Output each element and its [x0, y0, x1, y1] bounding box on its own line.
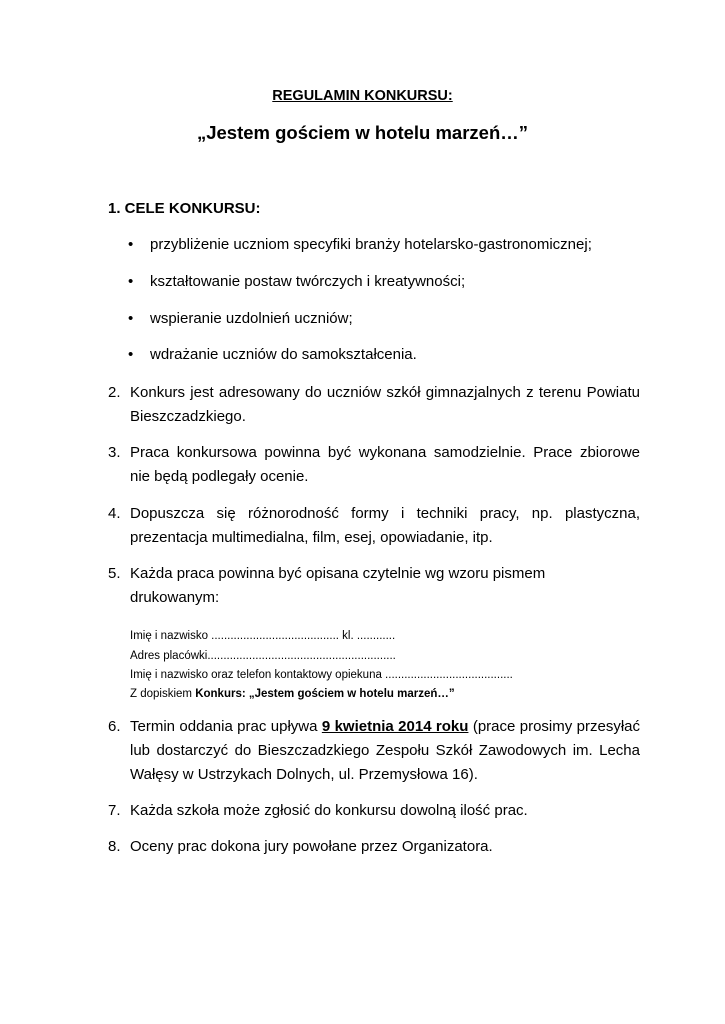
deadline-text-after: (prace prosimy przesyłać lub dostarczyć do Bieszczadzkiego Zespołu Szkół Zawodowych im. Lecha Wałęsy w Ustrzykach Dolnych, ul. Przemysłowa 16). — [130, 718, 640, 783]
deadline-date: 9 kwietnia 2014 roku — [321, 718, 469, 735]
rule-number: 8. — [108, 838, 121, 855]
rule-item — [108, 835, 640, 859]
form-tutor-line: Imię i nazwisko oraz telefon kontaktowy opiekuna ........................................ — [130, 669, 513, 681]
bullet-icon: • — [128, 236, 134, 253]
document-title: REGULAMIN KONKURSU: — [272, 88, 453, 104]
rule-item — [108, 441, 640, 489]
rule-item-deadline — [108, 715, 640, 787]
rule-text: Oceny prac dokona jury powołane przez Organizatora. — [130, 838, 493, 855]
rule-item — [108, 381, 640, 429]
rule-text: Każda szkoła może zgłosić do konkursu dowolną ilość prac. — [130, 802, 528, 819]
form-annotation-line — [130, 686, 455, 702]
rule-text: Każda praca powinna być opisana czytelnie wg wzoru pismem drukowanym: — [130, 565, 546, 606]
rule-text: Praca konkursowa powinna być wykonana samodzielnie. Prace zbiorowe nie będą podlegały ocenie. — [130, 444, 640, 485]
goal-text: wdrażanie uczniów do samokształcenia. — [150, 346, 417, 363]
rule-item — [108, 799, 640, 823]
section-heading-goals: 1. CELE KONKURSU: — [108, 200, 261, 217]
bullet-icon: • — [128, 273, 134, 290]
goal-text: kształtowanie postaw twórczych i kreatywności; — [150, 273, 466, 290]
rule-item — [108, 562, 640, 610]
goal-text: wspieranie uzdolnień uczniów; — [150, 310, 353, 327]
rule-number: 2. — [108, 384, 121, 401]
goal-text: przybliżenie uczniom specyfiki branży hotelarsko-gastronomicznej; — [150, 236, 592, 253]
form-annotation-bold: Konkurs: „Jestem gościem w hotelu marzeń…” — [195, 688, 455, 700]
form-school-address-line: Adres placówki........................................................... — [130, 650, 396, 662]
rule-number: 4. — [108, 505, 121, 522]
competition-name: „Jestem gościem w hotelu marzeń…” — [196, 122, 529, 143]
bullet-icon: • — [128, 310, 134, 327]
bullet-icon: • — [128, 346, 134, 363]
rule-text: Konkurs jest adresowany do uczniów szkół gimnazjalnych z terenu Powiatu Bieszczadzkiego. — [130, 384, 640, 425]
rule-item — [108, 502, 640, 550]
rule-number: 6. — [108, 718, 121, 735]
rule-number: 3. — [108, 444, 121, 461]
deadline-text-before: Termin oddania prac upływa — [130, 718, 322, 735]
form-annotation-prefix: Z dopiskiem — [130, 688, 196, 700]
rule-number: 5. — [108, 565, 121, 582]
rule-number: 7. — [108, 802, 121, 819]
rule-text: Dopuszcza się różnorodność formy i techniki pracy, np. plastyczna, prezentacja multimedialna, film, esej, opowiadanie, itp. — [130, 505, 640, 546]
form-name-class-line: Imię i nazwisko ........................................ kl. ............ — [130, 630, 396, 642]
rule-text — [130, 715, 640, 787]
